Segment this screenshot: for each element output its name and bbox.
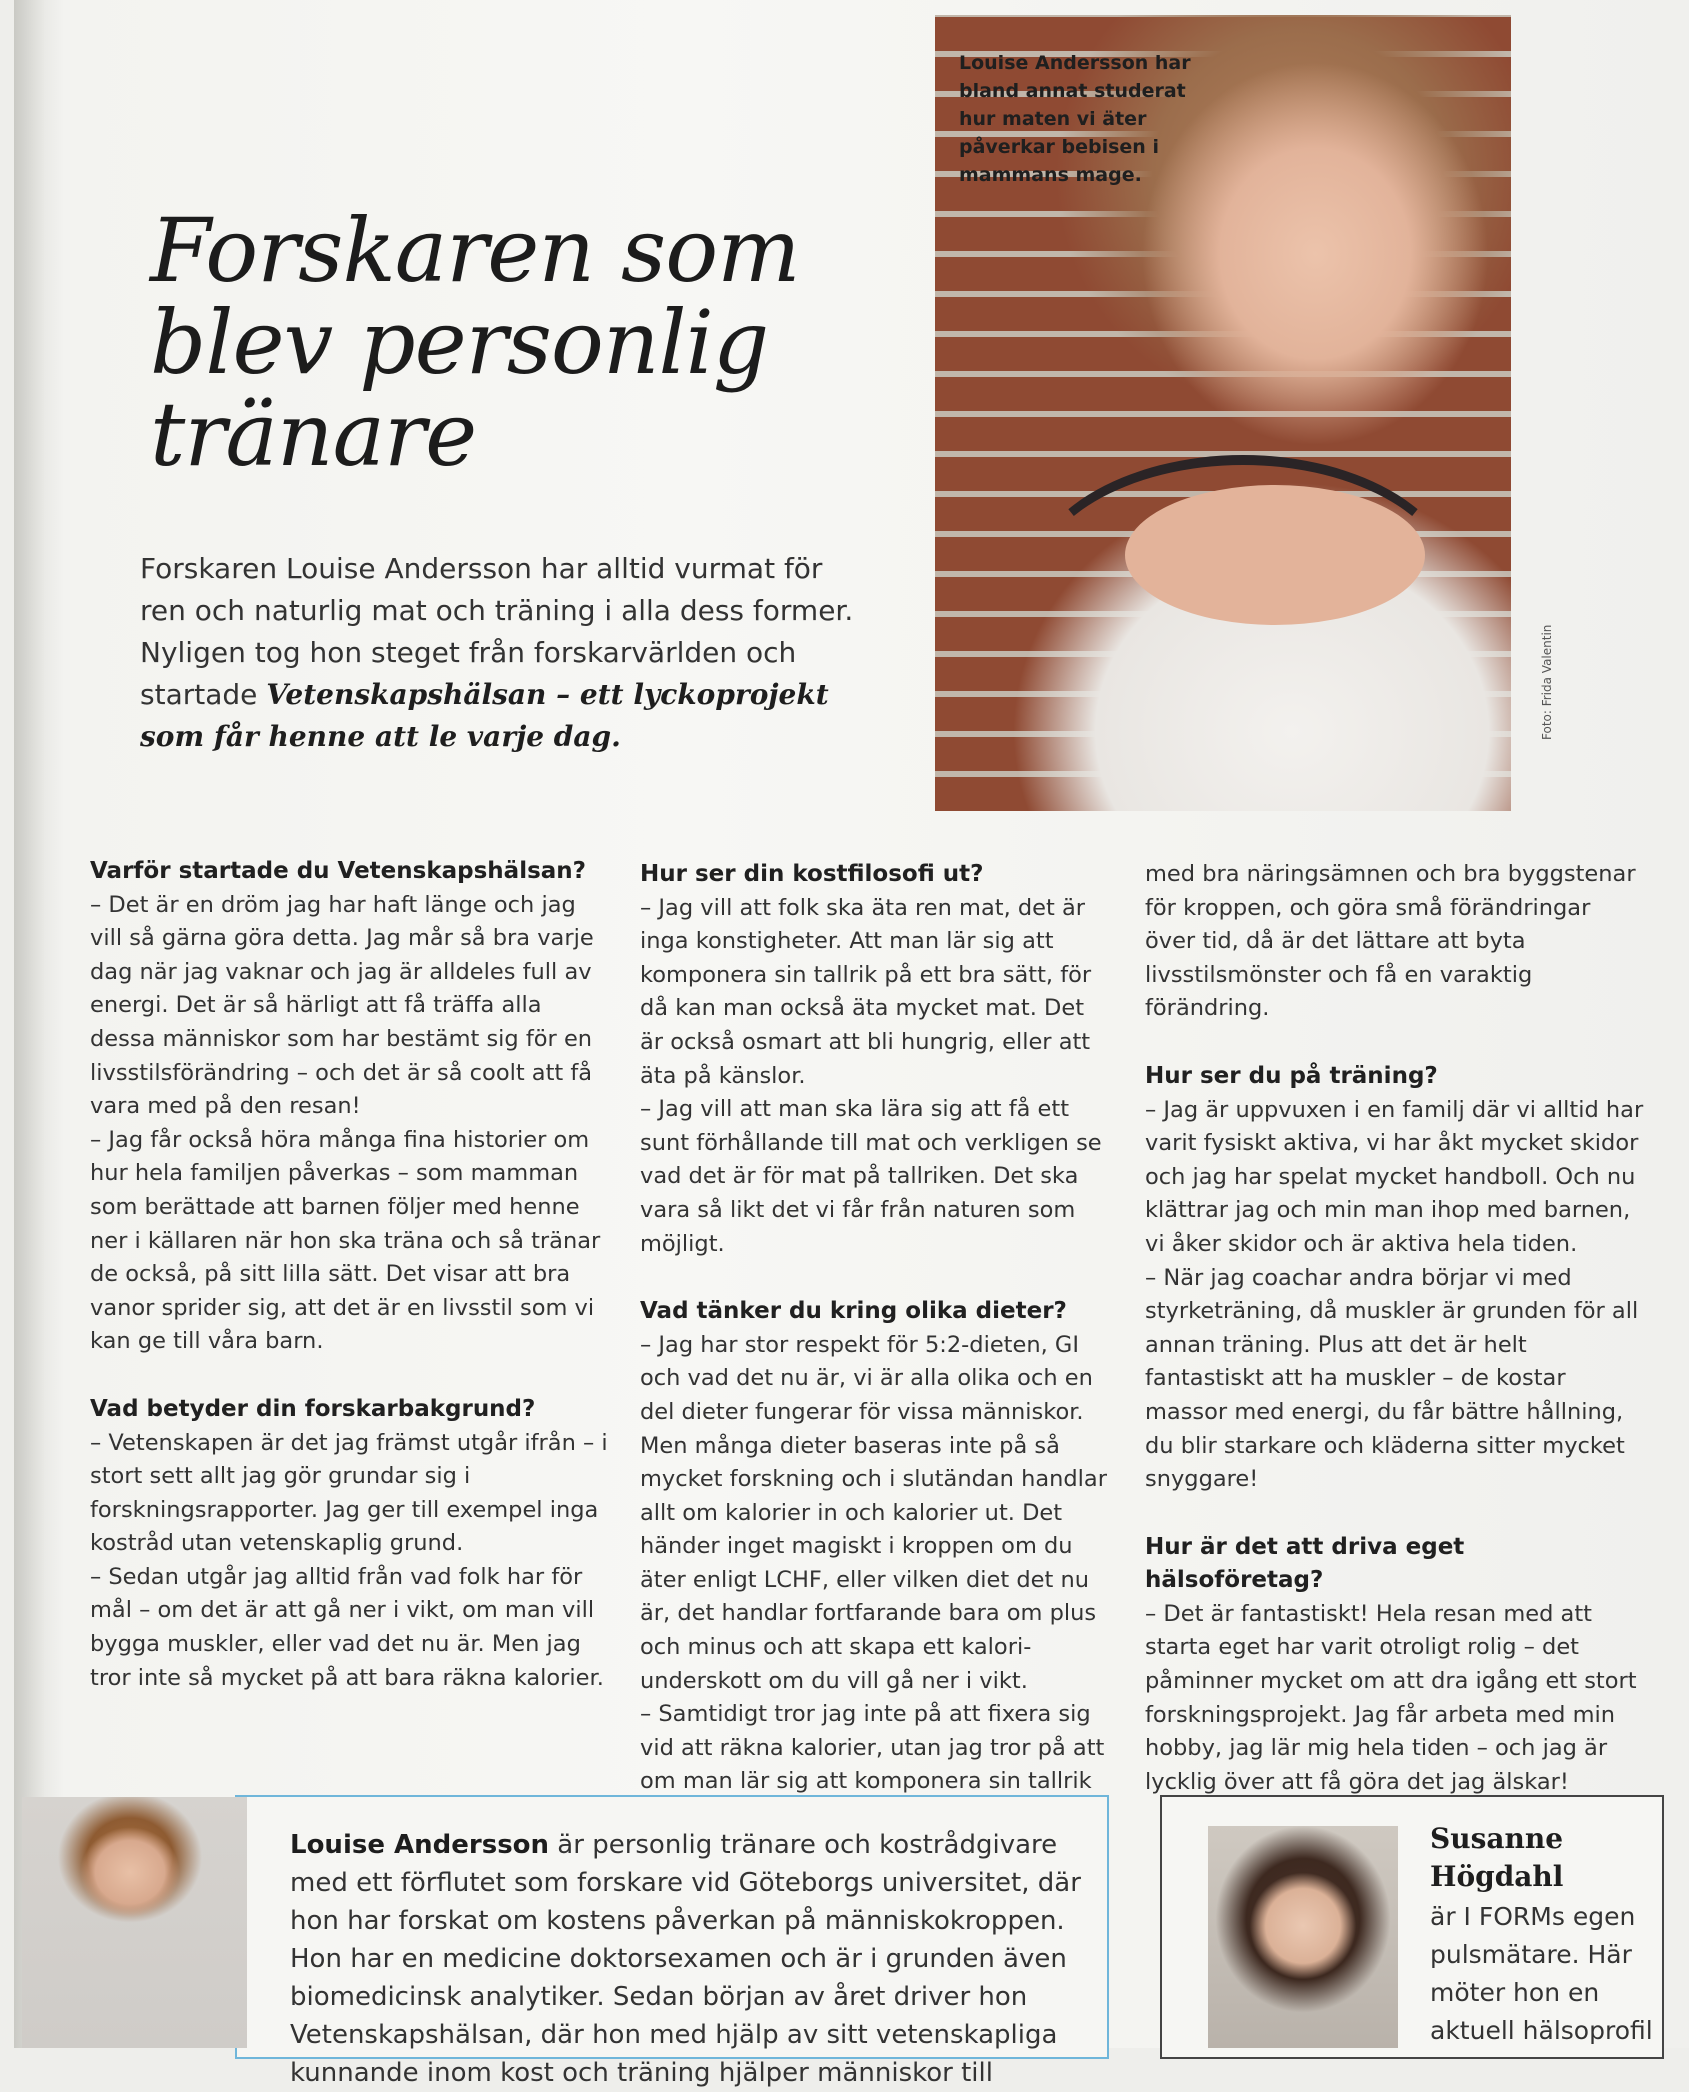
bio-text xyxy=(290,1826,1090,2092)
photo-caption: Louise Andersson har bland annat studerat hur maten vi äter påverkar bebisen i mammans mage. xyxy=(959,52,1191,186)
bio-name: Louise Andersson xyxy=(290,1830,550,1860)
photo-credit: Foto: Frida Valentin xyxy=(1540,624,1554,740)
answer-text: – Vetenskapen är det jag främst utgår ifrån – i stort sett allt jag gör grundar sig i forskningsrapporter. Jag ger till exempel inga kostråd utan vetenskaplig grund. xyxy=(90,1429,608,1557)
answer-text: – Sedan utgår jag alltid från vad folk har för mål – om det är att gå ner i vikt, om man vill bygga muskler, eller vad det nu är. Men jag tror inte så mycket på att bara räkna kalorier. xyxy=(90,1563,604,1691)
bio-description: är personlig tränare och kostrådgivare med ett förflutet som forskare vid Göteborgs universitet, där hon har forskat om kostens påverkan på människokroppen. Hon har en medicine doktorsexamen och är i grunden även biomedicinsk analytiker. Sedan början av året driver hon Vetenskapshälsan, där hon med hjälp av sitt vetenskapliga kunnande inom kost och träning hjälper människor till xyxy=(290,1830,1081,2088)
bio-photo xyxy=(22,1797,247,2048)
answer-text: – När jag coachar andra börjar vi med styrketräning, då muskler är grunden för all annan träning. Plus att det är helt fantastiskt att ha muskler – de kostar massor med energi, du får bättre hållning, du blir starkare och kläderna sitter mycket snyggare! xyxy=(1145,1264,1639,1493)
question-heading: Vad betyder din forskarbakgrund? xyxy=(90,1395,536,1422)
question-heading: Hur är det att driva eget hälsoföretag? xyxy=(1145,1533,1465,1594)
answer-text: – Det är fantastiskt! Hela resan med att starta eget har varit otroligt rolig – det påminner mycket om att dra igång ett stort forskningsprojekt. Jag får arbeta med min hobby, jag lär mig hela tiden – och jag är lycklig över att få göra det jag älskar! xyxy=(1145,1600,1637,1795)
answer-text: – Jag får också höra många fina historier om hur hela familjen påverkas – som mamman som berättade att barnen följer med henne ner i källaren när hon ska träna och så tränar de också, på sitt lilla sätt. Det visar att bra vanor sprider sig, att det är en livsstil som vi kan ge till våra barn. xyxy=(90,1126,601,1355)
columnist-photo xyxy=(1208,1826,1398,2048)
question-heading: Hur ser din kostfilosofi ut? xyxy=(640,861,984,887)
ingress-bold: Vetenskapshälsan – ett lyckoprojekt som får henne att le varje dag. xyxy=(140,678,829,753)
column-2 xyxy=(640,858,1110,1833)
answer-text: – Det är en dröm jag har haft länge och jag vill så gärna göra detta. Jag mår så bra varje dag när jag vaknar och jag är alldeles full av energi. Det är så härligt att få träffa alla dessa människor som har bestämt sig för en livsstilsförändring – och det är så coolt att få vara med på den resan! xyxy=(90,891,594,1120)
article-ingress xyxy=(140,548,860,758)
answer-text: – Jag vill att man ska lära sig att få ett sunt förhållande till mat och verkligen se vad det är för mat på tallriken. Det ska vara så likt det vi får från naturen som möjligt. xyxy=(640,1096,1102,1257)
answer-text: – Jag är uppvuxen i en familj där vi alltid har varit fysiskt aktiva, vi har åkt mycket skidor och jag har spelat mycket handboll. Och nu klättrar jag och min man ihop med barnen, vi åker skidor och är aktiva hela tiden. xyxy=(1145,1096,1644,1257)
question-heading: Hur ser du på träning? xyxy=(1145,1062,1438,1089)
question-heading: Varför startade du Vetenskapshälsan? xyxy=(90,858,587,884)
column-1 xyxy=(90,855,610,1695)
columnist-name: Susanne Högdahl xyxy=(1430,1822,1564,1893)
answer-text: – Jag vill att folk ska äta ren mat, det är inga konstigheter. Att man lär sig att komponera sin tallrik på ett bra sätt, för då kan man också äta mycket mat. Det är också osmart att bli hungrig, eller att äta på känslor. xyxy=(640,894,1092,1089)
ingress-plain: Forskaren Louise Andersson har alltid vurmat för ren och naturlig mat och träning i alla dess former. Nyligen tog hon steget från forskarvärlden och startade xyxy=(140,552,854,711)
portrait-photo xyxy=(935,15,1511,811)
page-spine xyxy=(14,0,44,2048)
answer-text: med bra näringsämnen och bra byggstenar för kroppen, och göra små förändringar över tid, då är det lättare att byta livsstilsmönster och få en varaktig förändring. xyxy=(1145,861,1636,1022)
answer-text: – Jag har stor respekt för 5:2-dieten, GI och vad det nu är, vi är alla olika och en del dieter fungerar för vissa människor. Men många dieter baseras inte på så mycket forskning och i slutändan handlar allt om kalorier in och kalorier ut. Det händer inget magiskt i kroppen om du äter enligt LCHF, eller vilken diet det nu är, det handlar fortfarande bara om plus och minus och att skapa ett kalori-underskott om du vill gå ner i vikt. xyxy=(640,1331,1107,1694)
answer-text: – Samtidigt tror jag inte på att fixera sig vid att räkna kalorier, utan jag tror på att om man lär sig att komponera sin tallrik xyxy=(640,1701,1105,1795)
column-3 xyxy=(1145,858,1645,1799)
photo-top-strap-shape xyxy=(1025,455,1461,725)
question-heading: Vad tänker du kring olika dieter? xyxy=(640,1298,1067,1325)
article-title: Forskaren som blev personlig tränare xyxy=(150,199,800,486)
columnist-text: är I FORMs egen pulsmätare. Här möter hon en aktuell hälsoprofil xyxy=(1430,1902,1653,2045)
